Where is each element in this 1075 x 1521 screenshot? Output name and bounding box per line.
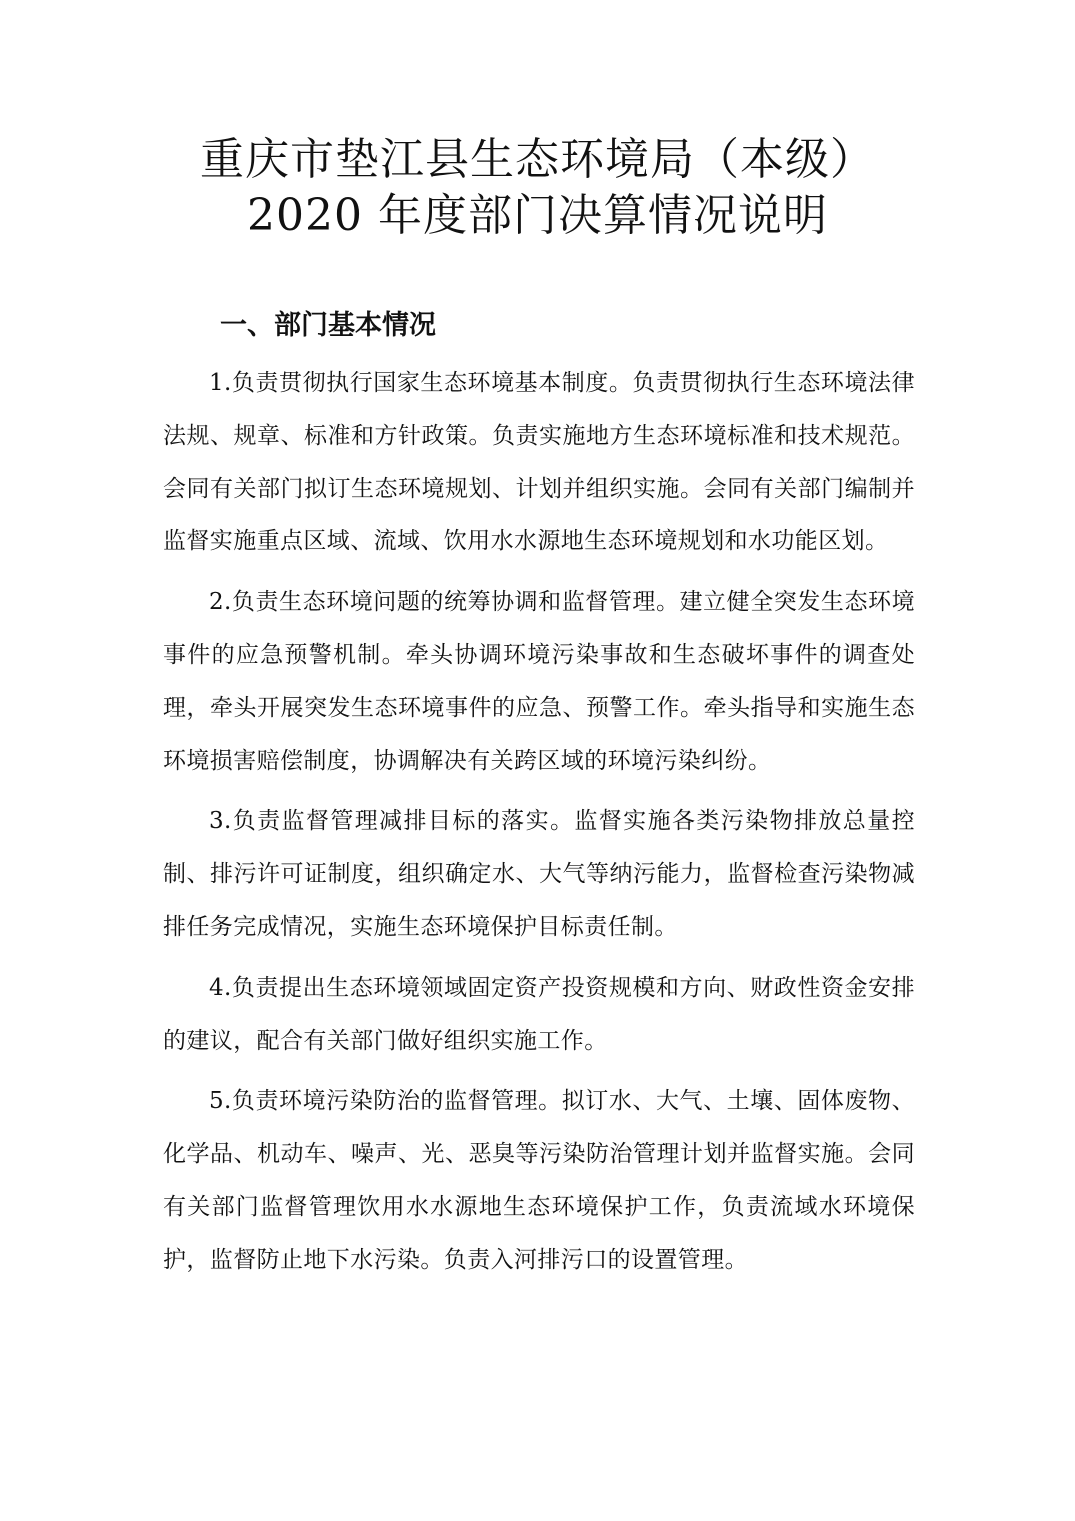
paragraph-2: 2.负责生态环境问题的统筹协调和监督管理。建立健全突发生态环境事件的应急预警机制。牵头协调环境污染事故和生态破坏事件的调查处理，牵头开展突发生态环境事件的应急、预警工作。牵头指导和实施生态环境损害赔偿制度，协调解决有关跨区域的环境污染纠纷。 [163, 589, 915, 774]
document-body [163, 357, 915, 1295]
paragraph-3: 3.负责监督管理减排目标的落实。监督实施各类污染物排放总量控制、排污许可证制度，组织确定水、大气等纳污能力，监督检查污染物减排任务完成情况，实施生态环境保护目标责任制。 [163, 808, 915, 940]
paragraph-1: 1.负责贯彻执行国家生态环境基本制度。负责贯彻执行生态环境法律法规、规章、标准和方针政策。负责实施地方生态环境标准和技术规范。会同有关部门拟订生态环境规划、计划并组织实施。会同有关部门编制并监督实施重点区域、流域、饮用水水源地生态环境规划和水功能区划。 [163, 370, 915, 555]
paragraph-4: 4.负责提出生态环境领域固定资产投资规模和方向、财政性资金安排的建议，配合有关部门做好组织实施工作。 [163, 974, 915, 1054]
paragraph-5: 5.负责环境污染防治的监督管理。拟订水、大气、土壤、固体废物、化学品、机动车、噪声、光、恶臭等污染防治管理计划并监督实施。会同有关部门监督管理饮用水水源地生态环境保护工作，负责流域水环境保护，监督防止地下水污染。负责入河排污口的设置管理。 [163, 1088, 915, 1273]
document-title-line2: 2020 年度部门决算情况说明 [247, 190, 828, 241]
document-title-line1: 重庆市垫江县生态环境局（本级） [200, 134, 875, 185]
section-heading: 一、部门基本情况 [220, 310, 436, 341]
